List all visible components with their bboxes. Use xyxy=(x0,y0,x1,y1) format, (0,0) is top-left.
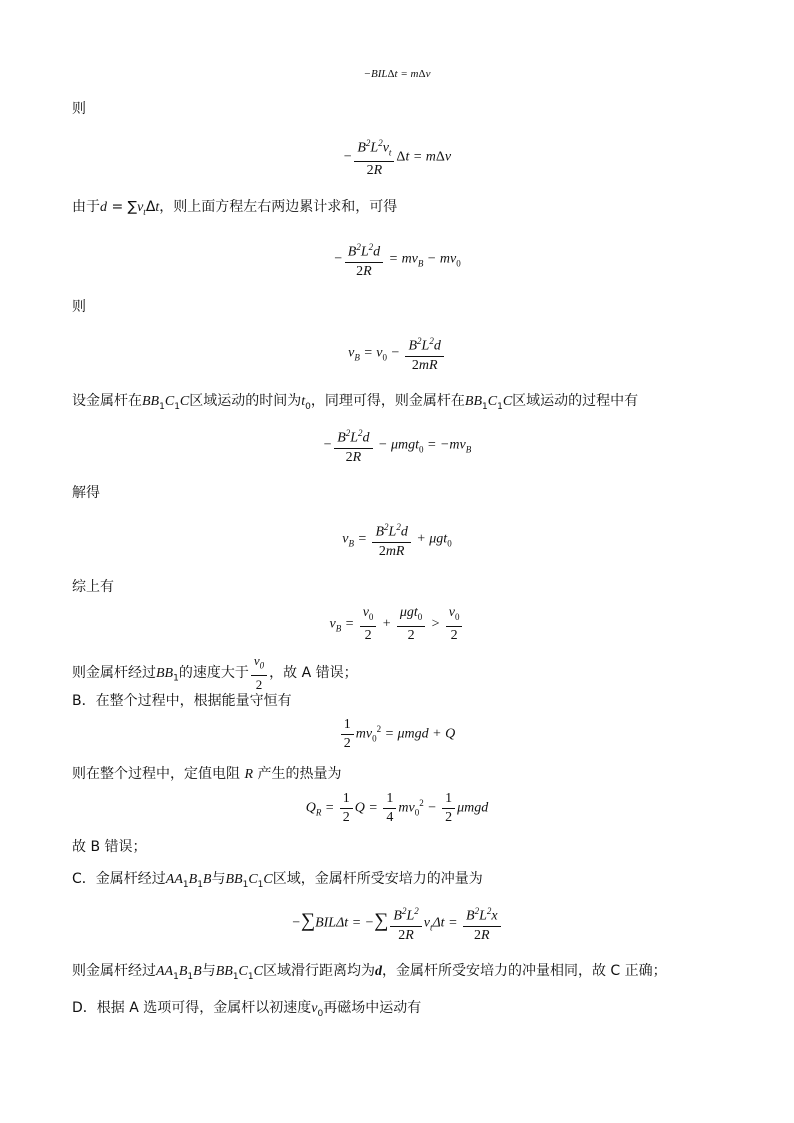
equation-vb: $v_B = v_0$ − $\frac{B^2L^2d}{2mR}$ xyxy=(0,332,794,375)
text-ze-2: 则 xyxy=(72,299,86,315)
equation-heat: $Q_R$ = $\frac{1}{2}$ Q = $\frac{1}{4}$ $mv_0^2$ − $\frac{1}{2}$ μmgd xyxy=(305,791,489,825)
equation-sum: − $\frac{B^2L^2d}{2R}$ = $mv_B - mv_0$ xyxy=(0,238,794,281)
text-option-b-heat: 则在整个过程中，定值电阻 R 产生的热量为 xyxy=(72,766,342,782)
text-zongshang: 综上有 xyxy=(72,579,114,595)
text-option-b-wrong: 故 B 错误； xyxy=(72,839,147,855)
equation-vb-compare: $v_B$ = $\frac{v_0}{2}$ + $\frac{\mu gt_0}{2}$ > $\frac{v_0}{2}$ xyxy=(0,604,794,645)
text-option-c-conclusion: 则金属杆经过$AA_1B_1B$与$BB_1C_1C$区域滑行距离均为d，金属杆所受安培力的冲量相同，故 C 正确； xyxy=(72,963,667,982)
equation-impulse: −BILΔt = mΔv xyxy=(363,68,431,80)
equation-second-region: − $\frac{B^2L^2d}{2R}$ − $\mu mgt_0 = -mv_B$ xyxy=(0,424,794,467)
equation-force-step: − $\frac{B^2L^2v_t}{2R}$ Δt = mΔv xyxy=(0,134,794,180)
equation-ampere-impulse: −∑BILΔt = −∑ $\frac{B^2L^2}{2R}$ $v_t\Delta t$ = $\frac{B^2L^2x}{2R}$ xyxy=(0,902,794,945)
text-option-b-intro: B．在整个过程中，根据能量守恒有 xyxy=(72,693,292,709)
text-youyu: 由于$d = \sum v_t\Delta t$，则上面方程左右两边累计求和，可得 xyxy=(72,199,398,217)
text-jiede: 解得 xyxy=(72,485,100,501)
text-she: 设金属杆在$BB_1C_1C$区域运动的时间为$t_0$，同理可得，则金属杆在$BB_1C_1C$区域运动的过程中有 xyxy=(72,393,639,412)
text-option-a-conclusion: 则金属杆经过$BB_1$的速度大于 $\frac{v_0}{2}$ ，故 A 错误； xyxy=(72,653,358,692)
text-option-d-intro: D．根据 A 选项可得，金属杆以初速度$v_0$再磁场中运动有 xyxy=(72,1000,422,1019)
text-ze-1: 则 xyxy=(72,101,86,117)
text-option-c-intro: C．金属杆经过$AA_1B_1B$与$BB_1C_1C$区域，金属杆所受安培力的冲量为 xyxy=(72,871,483,890)
equation-energy: $\frac{1}{2}$ $mv_0^2 = \mu mgd + Q$ xyxy=(0,716,794,753)
equation-vb-solved: $v_B$ = $\frac{B^2L^2d}{2mR}$ + μgt$_0$ xyxy=(0,518,794,561)
